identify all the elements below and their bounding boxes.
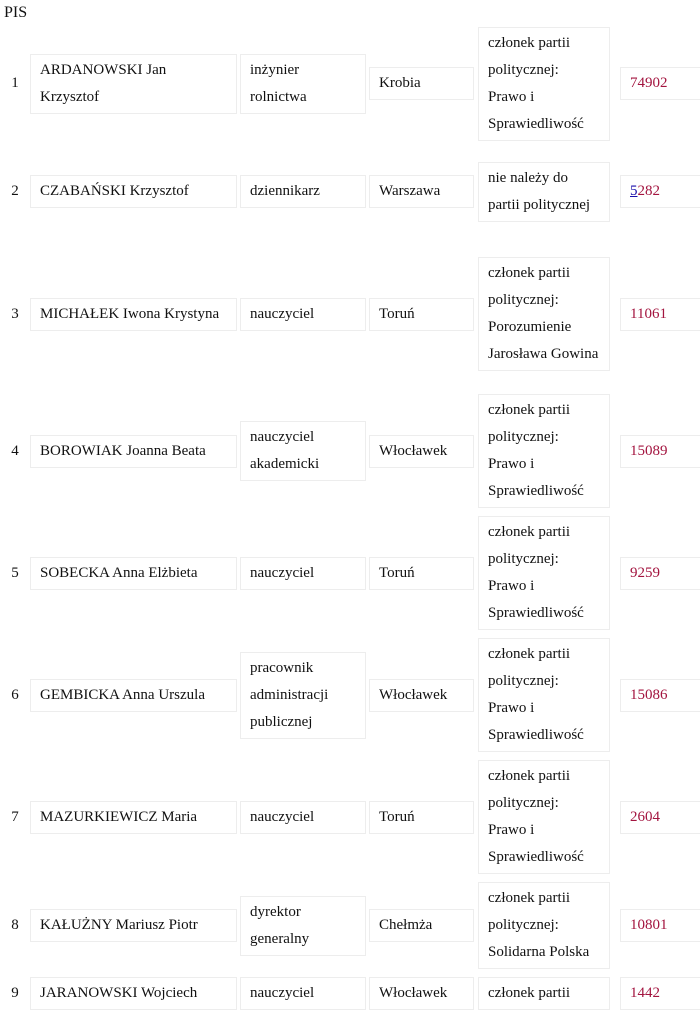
candidate-votes: 74902 bbox=[620, 67, 700, 100]
table-row bbox=[0, 238, 700, 390]
candidate-profession: nauczyciel bbox=[240, 801, 366, 834]
candidate-number: 8 bbox=[11, 917, 19, 933]
candidate-profession: pracownik administracji publicznej bbox=[240, 652, 366, 739]
candidate-number: 9 bbox=[11, 985, 19, 1001]
candidate-name: MAZURKIEWICZ Maria bbox=[30, 801, 237, 834]
candidate-party: członek partii politycznej: Porozumienie Jarosława Gowina bbox=[478, 257, 610, 371]
candidate-party: członek partii politycznej: Prawo i Sprawiedliwość bbox=[478, 638, 610, 752]
candidate-profession: inżynier rolnictwa bbox=[240, 54, 366, 114]
candidate-party: członek partii bbox=[478, 977, 610, 1010]
table-row bbox=[0, 145, 700, 238]
candidate-name: JARANOWSKI Wojciech bbox=[30, 977, 237, 1010]
candidate-number: 7 bbox=[11, 808, 19, 825]
candidate-number: 1 bbox=[11, 75, 19, 91]
candidate-city: Toruń bbox=[369, 298, 474, 331]
candidate-votes: 1442 bbox=[620, 977, 700, 1010]
table-row bbox=[0, 22, 700, 145]
candidate-votes: 15086 bbox=[620, 679, 700, 712]
candidate-votes: 10801 bbox=[620, 909, 700, 942]
candidate-city: Warszawa bbox=[369, 175, 474, 208]
candidate-name: GEMBICKA Anna Urszula bbox=[30, 679, 237, 712]
candidate-number: 6 bbox=[11, 686, 19, 703]
table-row bbox=[0, 512, 700, 634]
candidate-party: członek partii politycznej: Prawo i Sprawiedliwość bbox=[478, 27, 610, 141]
candidate-party: nie należy do partii politycznej bbox=[478, 162, 610, 222]
party-heading: PIS bbox=[4, 4, 28, 21]
candidate-party: członek partii politycznej: Prawo i Sprawiedliwość bbox=[478, 394, 610, 508]
table-row bbox=[0, 973, 700, 1014]
candidate-profession: nauczyciel bbox=[240, 557, 366, 590]
candidate-number: 2 bbox=[11, 183, 19, 199]
candidate-profession: dyrektor generalny bbox=[240, 896, 366, 956]
candidate-votes: 15089 bbox=[620, 435, 700, 468]
votes-rest: 282 bbox=[637, 183, 660, 199]
candidate-city: Włocławek bbox=[369, 435, 474, 468]
candidate-votes: 9259 bbox=[620, 557, 700, 590]
candidate-votes bbox=[620, 175, 700, 208]
table-row bbox=[0, 390, 700, 512]
candidate-number: 3 bbox=[11, 305, 19, 322]
table-row bbox=[0, 634, 700, 756]
candidate-party: członek partii politycznej: Prawo i Sprawiedliwość bbox=[478, 760, 610, 874]
candidate-name: BOROWIAK Joanna Beata bbox=[30, 435, 237, 468]
table-row bbox=[0, 756, 700, 878]
candidate-name: KAŁUŻNY Mariusz Piotr bbox=[30, 909, 237, 942]
candidate-city: Toruń bbox=[369, 557, 474, 590]
candidate-number: 4 bbox=[11, 442, 19, 459]
candidate-name: CZABAŃSKI Krzysztof bbox=[30, 175, 237, 208]
candidate-votes: 2604 bbox=[620, 801, 700, 834]
votes-link[interactable]: 5 bbox=[630, 183, 638, 199]
candidate-city: Toruń bbox=[369, 801, 474, 834]
candidate-city: Krobia bbox=[369, 67, 474, 100]
candidate-name: SOBECKA Anna Elżbieta bbox=[30, 557, 237, 590]
candidate-profession: nauczyciel bbox=[240, 298, 366, 331]
candidate-table bbox=[0, 22, 700, 1014]
table-row bbox=[0, 878, 700, 973]
candidate-city: Włocławek bbox=[369, 977, 474, 1010]
candidate-votes: 11061 bbox=[620, 298, 700, 331]
candidate-number: 5 bbox=[11, 564, 19, 581]
candidate-profession: nauczyciel akademicki bbox=[240, 421, 366, 481]
candidate-name: ARDANOWSKI Jan Krzysztof bbox=[30, 54, 237, 114]
candidate-city: Włocławek bbox=[369, 679, 474, 712]
candidate-party: członek partii politycznej: Prawo i Sprawiedliwość bbox=[478, 516, 610, 630]
candidate-profession: dziennikarz bbox=[240, 175, 366, 208]
candidate-profession: nauczyciel bbox=[240, 977, 366, 1010]
candidate-city: Chełmża bbox=[369, 909, 474, 942]
candidate-party: członek partii politycznej: Solidarna Polska bbox=[478, 882, 610, 969]
candidate-name: MICHAŁEK Iwona Krystyna bbox=[30, 298, 237, 331]
